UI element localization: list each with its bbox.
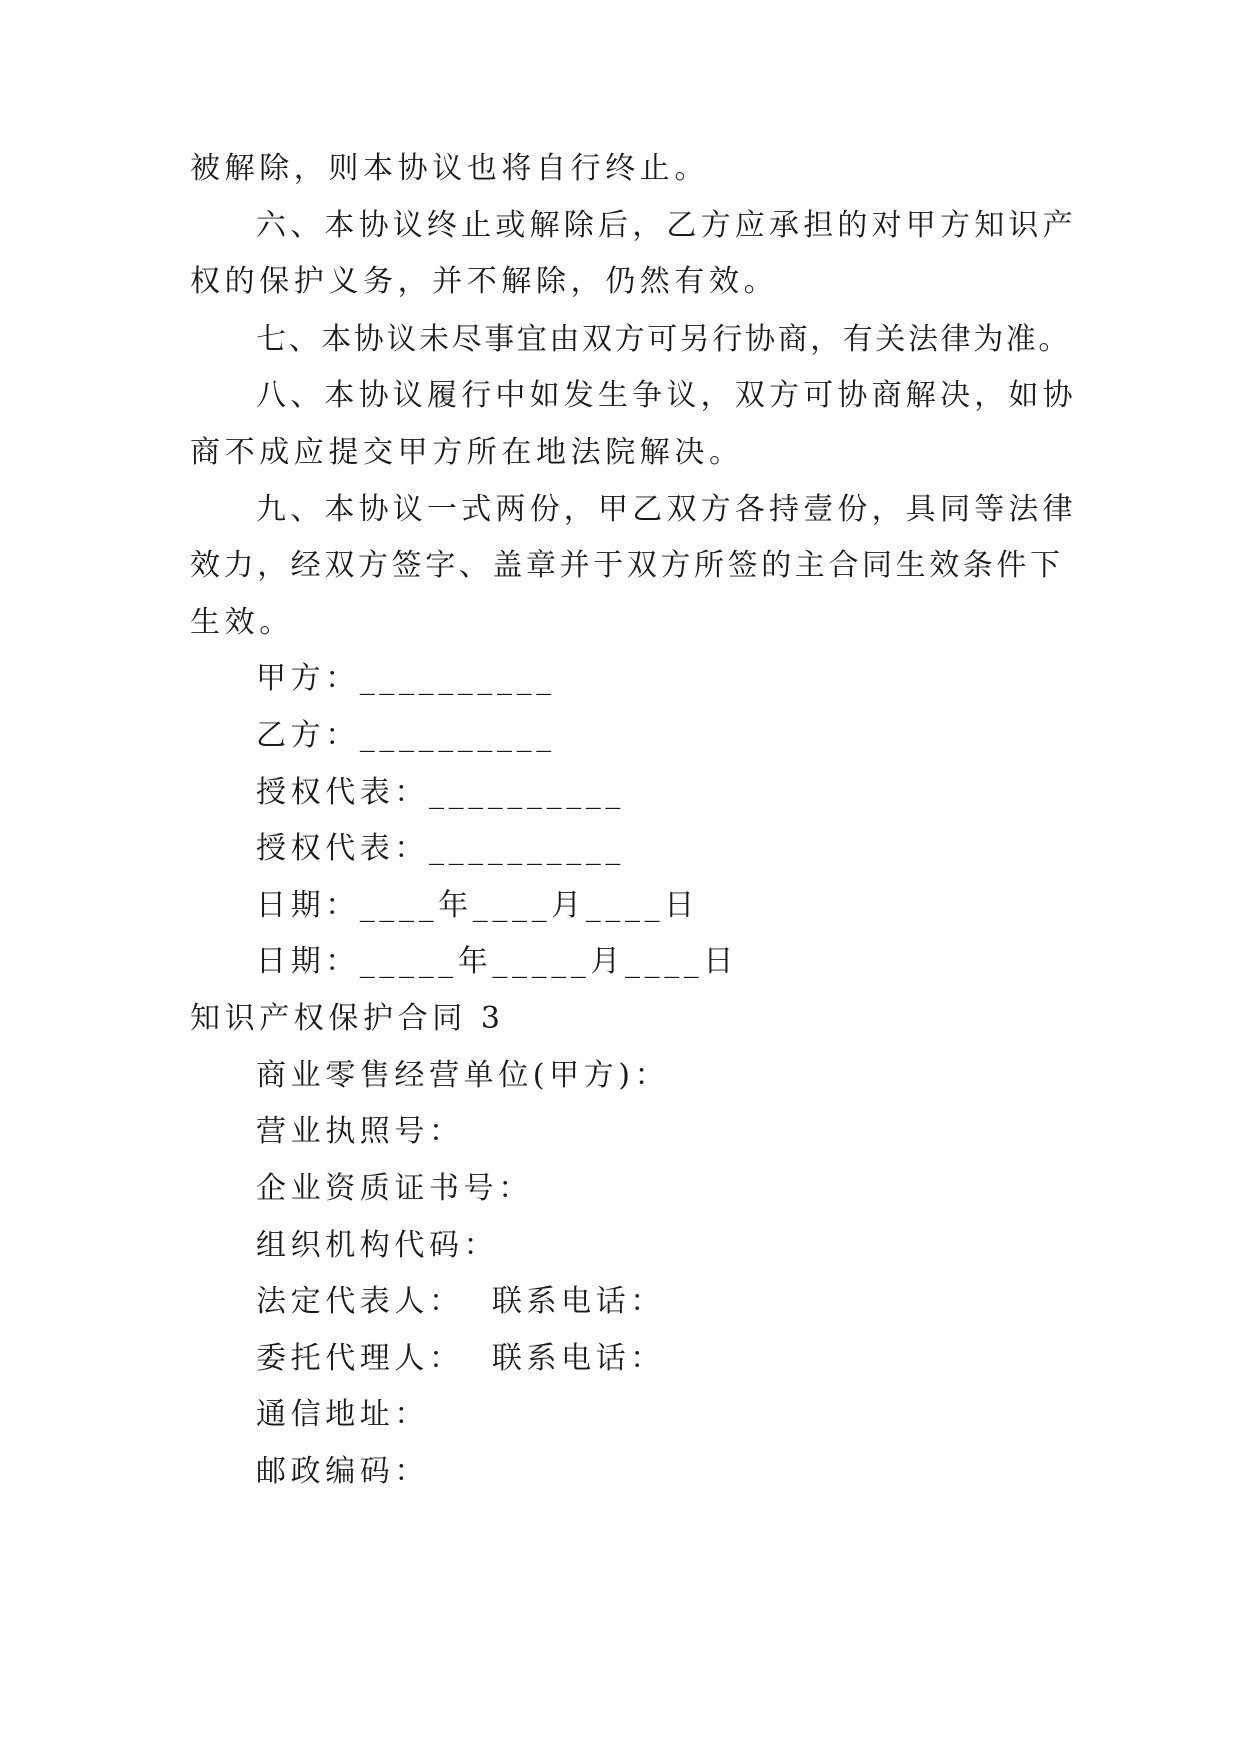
paragraph-line: 八、本协议履行中如发生争议，双方可协商解决，如协 <box>256 378 1077 413</box>
paragraph-line: 九、本协议一式两份，甲乙双方各持壹份，具同等法律 <box>256 492 1077 527</box>
paragraph-line: 被解除，则本协议也将自行终止。 <box>190 151 709 186</box>
paragraph-line: 权的保护义务，并不解除，仍然有效。 <box>190 264 779 299</box>
signature-date-2: 日期：_____年_____月____日 <box>256 944 738 979</box>
paragraph-line: 效力，经双方签字、盖章并于双方所签的主合同生效条件下 <box>190 548 1064 583</box>
signature-date-1: 日期：____年____月____日 <box>256 888 699 923</box>
paragraph-line: 七、本协议未尽事宜由双方可另行协商，有关法律为准。 <box>256 322 1071 357</box>
paragraph-line: 商不成应提交甲方所在地法院解决。 <box>190 435 744 470</box>
form-field: 委托代理人： 联系电话： <box>256 1341 665 1376</box>
authorized-rep-1: 授权代表：__________ <box>256 775 625 810</box>
section-title: 知识产权保护合同 3 <box>190 1001 505 1036</box>
form-field: 邮政编码： <box>256 1454 429 1489</box>
paragraph-line: 六、本协议终止或解除后，乙方应承担的对甲方知识产 <box>256 208 1077 243</box>
authorized-rep-2: 授权代表：__________ <box>256 831 625 866</box>
paragraph-line: 生效。 <box>190 605 294 640</box>
party-a-signature: 甲方：__________ <box>256 661 556 696</box>
form-field: 组织机构代码： <box>256 1228 499 1263</box>
form-field: 法定代表人： 联系电话： <box>256 1284 665 1319</box>
form-field: 商业零售经营单位(甲方)： <box>256 1058 670 1093</box>
form-field: 企业资质证书号： <box>256 1171 533 1206</box>
form-field: 通信地址： <box>256 1397 429 1432</box>
party-b-signature: 乙方：__________ <box>256 718 556 753</box>
form-field: 营业执照号： <box>256 1114 464 1149</box>
